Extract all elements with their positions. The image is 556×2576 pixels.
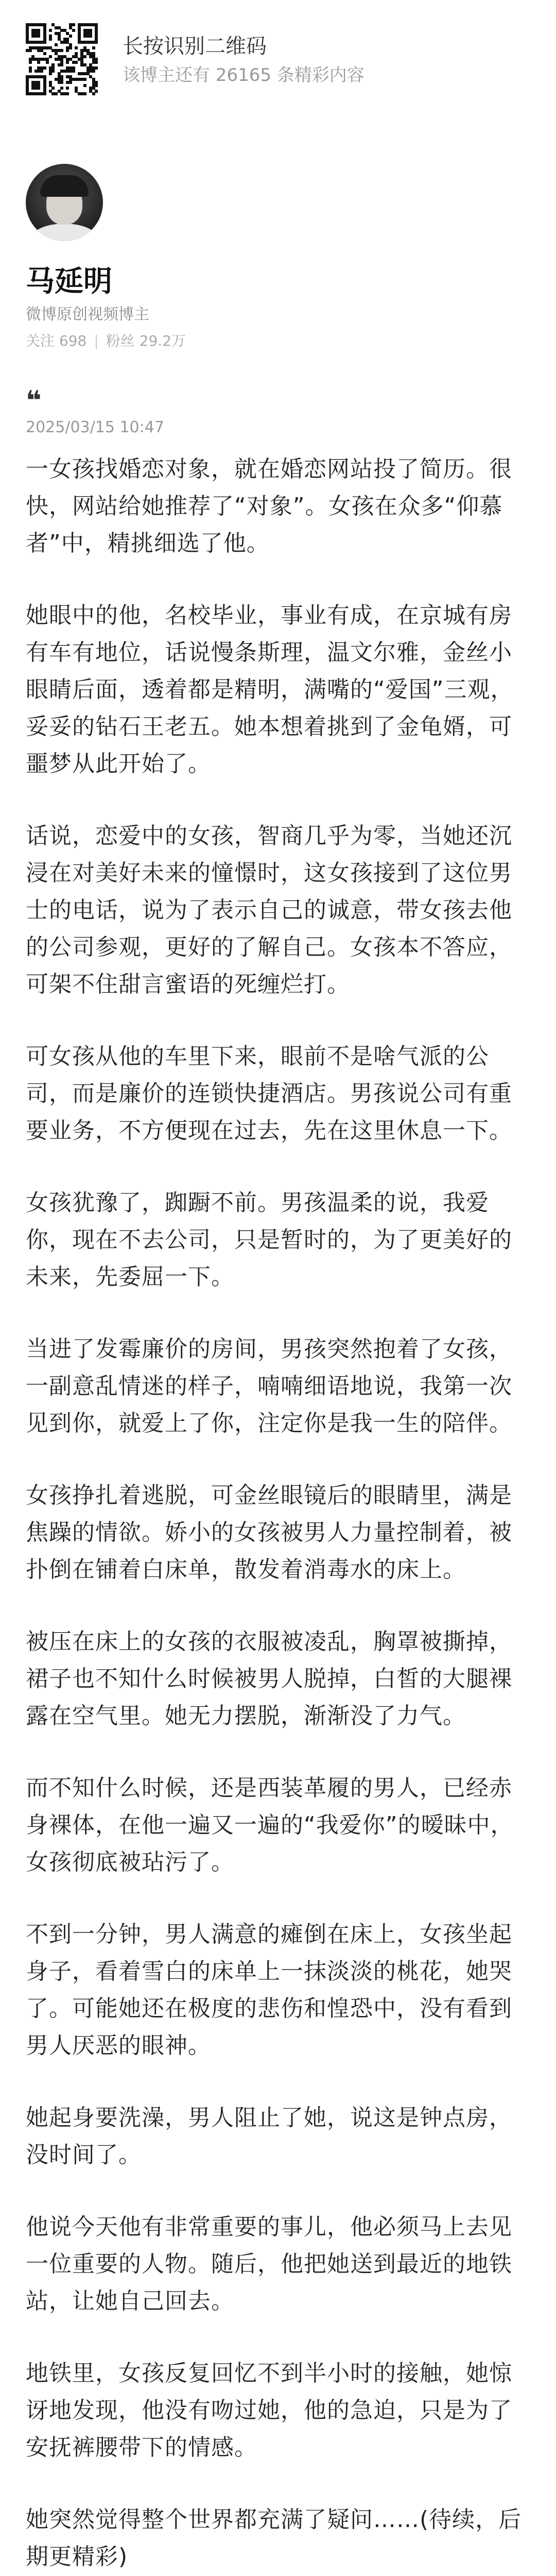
paragraph: 一女孩找婚恋对象，就在婚恋网站投了简历。很快，网站给她推荐了“对象”。女孩在众多“仰慕者”中，精挑细选了他。 [26, 456, 512, 556]
paragraph: 被压在床上的女孩的衣服被凌乱，胸罩被撕掉，裙子也不知什么时候被男人脱掉，白皙的大腿裸露在空气里。她无力摆脱，渐渐没了力气。 [26, 1629, 512, 1729]
avatar[interactable] [26, 164, 103, 241]
author-stats: 关注 698 | 粉丝 29.2万 [26, 332, 186, 349]
article-body [26, 451, 530, 2576]
banner-subtitle: 该博主还有 26165 条精彩内容 [123, 65, 364, 86]
quote-icon: ❝ [26, 385, 42, 416]
paragraph: 她突然觉得整个世界都充满了疑问……(待续，后期更精彩) [26, 2506, 522, 2570]
paragraph: 女孩犹豫了，踟蹰不前。男孩温柔的说，我爱你，现在不去公司，只是暂时的，为了更美好的未来，先委屈一下。 [26, 1190, 512, 1290]
paragraph: 她起身要洗澡，男人阻止了她，说这是钟点房，没时间了。 [26, 2105, 512, 2168]
post-date: 2025/03/15 10:47 [26, 418, 164, 436]
paragraph: 女孩挣扎着逃脱，可金丝眼镜后的眼睛里，满是焦躁的情欲。娇小的女孩被男人力量控制着，被扑倒在铺着白床单，散发着消毒水的床上。 [26, 1482, 512, 1583]
paragraph: 话说，恋爱中的女孩，智商几乎为零，当她还沉浸在对美好未来的憧憬时，这女孩接到了这位男士的电话，说为了表示自己的诚意，带女孩去他的公司参观，更好的了解自己。女孩本不答应，可架不住甜言蜜语的死缠烂打。 [26, 823, 512, 997]
paragraph: 她眼中的他，名校毕业，事业有成，在京城有房有车有地位，话说慢条斯理，温文尔雅，金丝小眼睛后面，透着都是精明，满嘴的“爱国”三观，妥妥的钻石王老五。她本想着挑到了金龟婿，可噩梦从此开始了。 [26, 602, 514, 777]
paragraph: 而不知什么时候，还是西装革履的男人，已经赤身裸体，在他一遍又一遍的“我爱你”的暧昧中，女孩彻底被玷污了。 [26, 1775, 514, 1875]
paragraph: 地铁里，女孩反复回忆不到半小时的接触，她惊讶地发现，他没有吻过她，他的急迫，只是为了安抚裤腰带下的情感。 [26, 2360, 512, 2461]
top-qr-banner[interactable] [0, 0, 556, 108]
paragraph: 可女孩从他的车里下来，眼前不是啥气派的公司，而是廉价的连锁快捷酒店。男孩说公司有重要业务，不方便现在过去，先在这里休息一下。 [26, 1043, 512, 1144]
author-tag: 微博原创视频博主 [26, 306, 149, 324]
paragraph: 他说今天他有非常重要的事儿，他必须马上去见一位重要的人物。随后，他把她送到最近的地铁站，让她自己回去。 [26, 2214, 512, 2314]
banner-title: 长按识别二维码 [123, 35, 267, 58]
paragraph: 当进了发霉廉价的房间，男孩突然抱着了女孩，一副意乱情迷的样子，喃喃细语地说，我第一次见到你，就爱上了你，注定你是我一生的陪伴。 [26, 1336, 512, 1436]
qr-code-icon[interactable] [26, 23, 98, 95]
author-name[interactable]: 马延明 [26, 265, 112, 298]
paragraph: 不到一分钟，男人满意的瘫倒在床上，女孩坐起身子，看着雪白的床单上一抹淡淡的桃花，她哭了。可能她还在极度的悲伤和惶恐中，没有看到男人厌恶的眼神。 [26, 1921, 512, 2059]
fans-count: 粉丝 29.2万 [106, 332, 186, 349]
follow-count: 关注 698 [26, 332, 87, 349]
